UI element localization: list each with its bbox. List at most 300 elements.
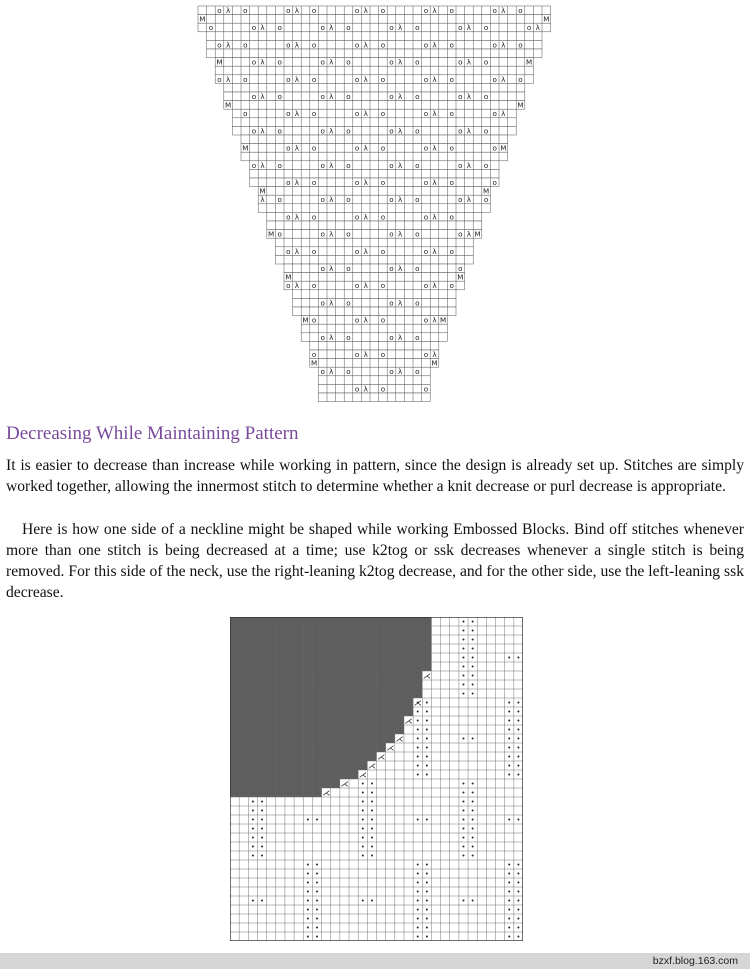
purl-dot <box>417 891 419 893</box>
purl-dot <box>508 711 510 713</box>
purl-dot <box>261 819 263 821</box>
lace-symbol: λ <box>294 6 300 15</box>
purl-dot <box>462 693 464 695</box>
lace-symbol: o <box>415 23 420 33</box>
lace-symbol: o <box>277 195 282 205</box>
lace-symbol: λ <box>225 6 231 15</box>
lace-symbol: o <box>311 315 317 325</box>
lace-symbol: M <box>242 143 249 153</box>
lace-symbol: λ <box>432 315 437 325</box>
lace-symbol: o <box>346 229 351 239</box>
purl-dot <box>517 738 519 740</box>
lace-symbol: o <box>251 92 257 101</box>
purl-dot <box>362 846 364 848</box>
purl-dot <box>517 729 519 731</box>
lace-symbol: λ <box>329 23 334 33</box>
purl-dot <box>261 846 263 848</box>
bound-off-area <box>230 743 386 752</box>
purl-dot <box>252 801 254 803</box>
lace-row <box>318 384 430 393</box>
purl-dot <box>508 882 510 884</box>
lace-symbol: λ <box>432 143 437 153</box>
lace-symbol: o <box>415 229 420 239</box>
lace-symbol: λ <box>397 264 403 273</box>
lace-symbol: o <box>389 298 394 308</box>
purl-dot <box>508 819 510 821</box>
lace-symbol: λ <box>260 195 265 205</box>
purl-dot <box>462 684 464 686</box>
lace-grid <box>198 6 551 402</box>
purl-dot <box>426 909 428 911</box>
lace-symbol: λ <box>363 212 368 222</box>
lace-symbol: o <box>311 350 317 359</box>
k2tog-symbol: ⋌ <box>413 698 422 708</box>
purl-dot <box>362 801 364 803</box>
lace-symbol: o <box>449 40 454 50</box>
lace-symbol: o <box>277 126 282 136</box>
purl-dot <box>426 873 428 875</box>
k2tog-symbol: ⋌ <box>367 761 376 771</box>
lace-symbol: o <box>423 350 429 359</box>
lace-symbol: o <box>458 126 463 136</box>
lace-row <box>250 169 499 178</box>
lace-row <box>241 135 508 144</box>
lace-symbol: o <box>415 126 420 136</box>
lace-symbol: λ <box>225 40 231 50</box>
purl-dot <box>252 855 254 857</box>
lace-symbol: M <box>302 315 309 325</box>
purl-dot <box>517 765 519 767</box>
purl-dot <box>462 675 464 677</box>
lace-symbol: o <box>346 332 351 342</box>
purl-dot <box>362 783 364 785</box>
lace-symbol: M <box>267 229 275 239</box>
lace-symbol: o <box>354 40 360 50</box>
lace-symbol: o <box>423 212 429 222</box>
purl-dot <box>472 630 474 632</box>
lace-row <box>198 15 551 24</box>
lace-symbol: λ <box>294 281 300 291</box>
purl-dot <box>417 900 419 902</box>
purl-dot <box>417 747 419 749</box>
lace-symbol: o <box>483 92 489 101</box>
lace-symbol: o <box>286 246 291 256</box>
lace-symbol: o <box>380 143 386 153</box>
purl-dot <box>426 882 428 884</box>
lace-symbol: λ <box>397 126 403 136</box>
purl-dot <box>417 756 419 758</box>
lace-symbol: o <box>423 6 429 15</box>
purl-dot <box>426 738 428 740</box>
lace-symbol: o <box>286 74 291 84</box>
lace-symbol: λ <box>260 92 265 101</box>
lace-symbol: λ <box>397 160 403 170</box>
purl-dot <box>426 729 428 731</box>
purl-dot <box>261 810 263 812</box>
lace-symbol: o <box>311 143 317 153</box>
lace-symbol: λ <box>432 281 437 291</box>
lace-row <box>284 264 465 273</box>
lace-symbol: o <box>458 57 463 67</box>
lace-symbol: o <box>449 143 454 153</box>
lace-symbol: o <box>415 367 420 377</box>
lace-symbol: o <box>415 57 420 67</box>
lace-symbol: o <box>251 160 257 170</box>
lace-row <box>267 230 482 239</box>
purl-dot <box>472 837 474 839</box>
lace-symbol: λ <box>294 109 300 119</box>
purl-dot <box>316 891 318 893</box>
lace-row <box>232 109 516 118</box>
lace-symbol: λ <box>432 74 437 84</box>
lace-row <box>310 350 439 359</box>
lace-row <box>310 341 439 350</box>
purl-dot <box>426 864 428 866</box>
lace-row <box>232 118 516 127</box>
purl-dot <box>472 855 474 857</box>
lace-row <box>258 204 490 213</box>
purl-dot <box>252 828 254 830</box>
purl-dot <box>261 900 263 902</box>
lace-symbol: λ <box>501 74 506 84</box>
lace-symbol: M <box>474 229 481 239</box>
lace-symbol: λ <box>329 126 334 136</box>
lace-row <box>215 66 533 75</box>
lace-symbol: λ <box>329 367 334 377</box>
purl-dot <box>261 801 263 803</box>
lace-symbol: o <box>311 246 317 256</box>
lace-symbol: o <box>380 281 386 291</box>
lace-symbol: o <box>389 332 394 342</box>
lace-row <box>258 195 490 204</box>
lace-row <box>275 238 473 247</box>
purl-dot <box>307 900 309 902</box>
lace-symbol: λ <box>329 332 334 342</box>
purl-dot <box>508 774 510 776</box>
purl-dot <box>517 747 519 749</box>
purl-dot <box>472 819 474 821</box>
lace-symbol: o <box>320 23 325 33</box>
purl-dot <box>472 693 474 695</box>
purl-dot <box>417 927 419 929</box>
lace-symbol: o <box>380 178 386 187</box>
lace-row <box>232 126 516 135</box>
lace-symbol: o <box>449 281 454 291</box>
lace-symbol: λ <box>363 350 368 359</box>
lace-symbol: o <box>492 6 497 15</box>
purl-dot <box>517 864 519 866</box>
purl-dot <box>371 846 373 848</box>
purl-dot <box>508 657 510 659</box>
purl-dot <box>426 774 428 776</box>
lace-symbol: o <box>518 6 523 15</box>
purl-dot <box>371 819 373 821</box>
lace-symbol: M <box>457 272 464 282</box>
purl-dot <box>472 675 474 677</box>
purl-dot <box>362 792 364 794</box>
lace-symbol: o <box>354 6 360 15</box>
lace-symbol: λ <box>329 195 334 205</box>
purl-dot <box>252 846 254 848</box>
lace-symbol: o <box>380 384 386 394</box>
lace-symbol: o <box>389 264 394 273</box>
lace-symbol: o <box>277 160 282 170</box>
purl-dot <box>426 918 428 920</box>
lace-symbol: λ <box>329 298 334 308</box>
purl-dot <box>307 927 309 929</box>
lace-symbol: o <box>492 143 497 153</box>
purl-dot <box>417 864 419 866</box>
purl-dot <box>417 873 419 875</box>
purl-dot <box>508 891 510 893</box>
purl-dot <box>462 846 464 848</box>
lace-symbol: o <box>251 126 257 136</box>
purl-dot <box>417 729 419 731</box>
lace-row <box>293 298 456 307</box>
lace-symbol: λ <box>397 229 403 239</box>
lace-symbol: o <box>458 264 463 273</box>
lace-symbol: o <box>423 143 429 153</box>
lace-symbol: o <box>389 367 394 377</box>
lace-symbol: λ <box>466 23 472 33</box>
lace-symbol: o <box>380 6 386 15</box>
purl-dot <box>261 837 263 839</box>
lace-symbol: o <box>346 264 351 273</box>
lace-symbol: o <box>423 178 429 187</box>
purl-dot <box>508 720 510 722</box>
lace-symbol: o <box>320 126 325 136</box>
lace-symbol: o <box>311 212 317 222</box>
lace-symbol: o <box>320 229 325 239</box>
purl-dot <box>472 810 474 812</box>
lace-row <box>241 144 508 153</box>
purl-dot <box>508 864 510 866</box>
lace-symbol: o <box>320 264 325 273</box>
lace-symbol: o <box>311 74 317 84</box>
lace-symbol: o <box>320 57 325 67</box>
lace-symbol: o <box>251 23 257 33</box>
lace-symbol: λ <box>363 178 368 187</box>
purl-dot <box>426 720 428 722</box>
lace-symbol: o <box>449 74 454 84</box>
purl-dot <box>517 657 519 659</box>
lace-symbol: o <box>389 57 394 67</box>
lace-symbol: o <box>458 23 463 33</box>
lace-symbol: λ <box>363 315 368 325</box>
lace-symbol: λ <box>501 109 506 119</box>
lace-symbol: M <box>431 358 438 368</box>
purl-dot <box>462 828 464 830</box>
purl-dot <box>362 837 364 839</box>
k2tog-symbol: ⋌ <box>395 734 404 744</box>
lace-symbol: o <box>380 109 386 119</box>
lace-symbol: o <box>380 74 386 84</box>
lace-symbol: o <box>380 246 386 256</box>
purl-dot <box>426 747 428 749</box>
purl-dot <box>307 936 309 938</box>
lace-symbol: o <box>389 229 394 239</box>
lace-symbol: λ <box>466 126 472 136</box>
purl-dot <box>517 873 519 875</box>
purl-dot <box>517 927 519 929</box>
lace-symbol: λ <box>432 6 437 15</box>
lace-symbol: o <box>423 315 429 325</box>
purl-dot <box>462 900 464 902</box>
lace-symbol: λ <box>294 143 300 153</box>
lace-symbol: o <box>286 109 291 119</box>
lace-symbol: λ <box>535 23 540 33</box>
lace-symbol: λ <box>260 57 265 67</box>
purl-dot <box>316 882 318 884</box>
k2tog-symbol: ⋌ <box>386 743 395 753</box>
purl-dot <box>462 639 464 641</box>
purl-dot <box>472 828 474 830</box>
lace-symbol: λ <box>466 92 472 101</box>
lace-symbol: o <box>346 298 351 308</box>
lace-symbol: o <box>346 92 351 101</box>
lace-symbol: o <box>389 23 394 33</box>
lace-symbol: o <box>449 178 454 187</box>
lace-symbol: o <box>415 92 420 101</box>
lace-symbol: λ <box>225 74 231 84</box>
purl-dot <box>426 702 428 704</box>
purl-dot <box>252 810 254 812</box>
lace-symbol: M <box>310 358 318 368</box>
purl-dot <box>426 936 428 938</box>
lace-symbol: o <box>492 74 497 84</box>
purl-dot <box>508 909 510 911</box>
lace-symbol: o <box>277 23 282 33</box>
lace-symbol: o <box>380 212 386 222</box>
lace-symbol: λ <box>294 212 300 222</box>
purl-dot <box>508 936 510 938</box>
lace-symbol: λ <box>397 367 403 377</box>
lace-symbol: o <box>458 229 463 239</box>
purl-dot <box>417 909 419 911</box>
lace-symbol: M <box>543 14 550 24</box>
bound-off-area <box>230 761 367 770</box>
lace-symbol: λ <box>501 6 506 15</box>
purl-dot <box>517 711 519 713</box>
purl-dot <box>417 774 419 776</box>
purl-dot <box>508 765 510 767</box>
lace-symbol: o <box>423 109 429 119</box>
purl-dot <box>462 630 464 632</box>
lace-symbol: o <box>423 246 429 256</box>
lace-symbol: o <box>286 143 291 153</box>
lace-symbol: o <box>251 57 257 67</box>
lace-row <box>258 187 490 196</box>
lace-symbol: o <box>311 109 317 119</box>
lace-symbol: o <box>354 212 360 222</box>
purl-dot <box>508 738 510 740</box>
lace-symbol: o <box>346 367 351 377</box>
lace-symbol: λ <box>363 74 368 84</box>
lace-symbol: λ <box>397 298 403 308</box>
lace-row <box>318 393 430 402</box>
footer-bar <box>0 953 750 969</box>
lace-row <box>275 255 473 264</box>
purl-dot <box>417 765 419 767</box>
purl-dot <box>472 639 474 641</box>
purl-dot <box>417 738 419 740</box>
lace-symbol: o <box>346 126 351 136</box>
lace-row <box>293 290 456 299</box>
purl-dot <box>508 918 510 920</box>
purl-dot <box>316 936 318 938</box>
purl-dot <box>307 873 309 875</box>
purl-dot <box>462 855 464 857</box>
lace-symbol: o <box>458 92 463 101</box>
lace-row <box>275 247 473 256</box>
purl-dot <box>517 909 519 911</box>
lace-symbol: o <box>243 109 248 119</box>
purl-dot <box>517 918 519 920</box>
purl-dot <box>307 819 309 821</box>
lace-symbol: o <box>449 246 454 256</box>
lace-symbol: o <box>389 195 394 205</box>
lace-symbol: o <box>311 178 317 187</box>
lace-symbol: o <box>415 264 420 273</box>
purl-dot <box>316 927 318 929</box>
lace-symbol: o <box>492 109 497 119</box>
purl-dot <box>508 900 510 902</box>
lace-symbol: o <box>492 178 497 187</box>
lace-symbol: λ <box>294 178 300 187</box>
lace-symbol: o <box>286 281 291 291</box>
lace-symbol: λ <box>397 23 403 33</box>
purl-dot <box>462 648 464 650</box>
lace-symbol: o <box>277 92 282 101</box>
lace-symbol: o <box>311 6 317 15</box>
lace-symbol: λ <box>363 109 368 119</box>
purl-dot <box>517 756 519 758</box>
lace-symbol: o <box>277 57 282 67</box>
lace-symbol: λ <box>466 195 472 205</box>
lace-symbol: o <box>449 109 454 119</box>
bound-off-area <box>230 716 404 725</box>
lace-symbol: o <box>311 281 317 291</box>
purl-dot <box>508 873 510 875</box>
purl-dot <box>508 729 510 731</box>
purl-dot <box>307 918 309 920</box>
lace-symbol: o <box>354 74 360 84</box>
purl-dot <box>371 855 373 857</box>
purl-dot <box>462 801 464 803</box>
lace-row <box>284 273 465 282</box>
lace-symbol: o <box>320 160 325 170</box>
lace-symbol: o <box>415 332 420 342</box>
purl-dot <box>371 828 373 830</box>
lace-symbol: λ <box>397 332 403 342</box>
lace-row <box>267 221 482 230</box>
lace-symbol: o <box>354 315 360 325</box>
lace-symbol: o <box>286 40 291 50</box>
lace-symbol: M <box>482 186 490 196</box>
lace-symbol: λ <box>363 143 368 153</box>
lace-symbol: λ <box>294 40 300 50</box>
purl-dot <box>252 837 254 839</box>
purl-dot <box>417 720 419 722</box>
lace-symbol: o <box>346 160 351 170</box>
purl-dot <box>508 927 510 929</box>
lace-symbol: o <box>277 229 282 239</box>
lace-symbol: o <box>243 6 248 15</box>
purl-dot <box>426 900 428 902</box>
k2tog-symbol: ⋌ <box>377 752 386 762</box>
neckline-decrease-chart <box>230 617 523 941</box>
lace-symbol: o <box>423 74 429 84</box>
